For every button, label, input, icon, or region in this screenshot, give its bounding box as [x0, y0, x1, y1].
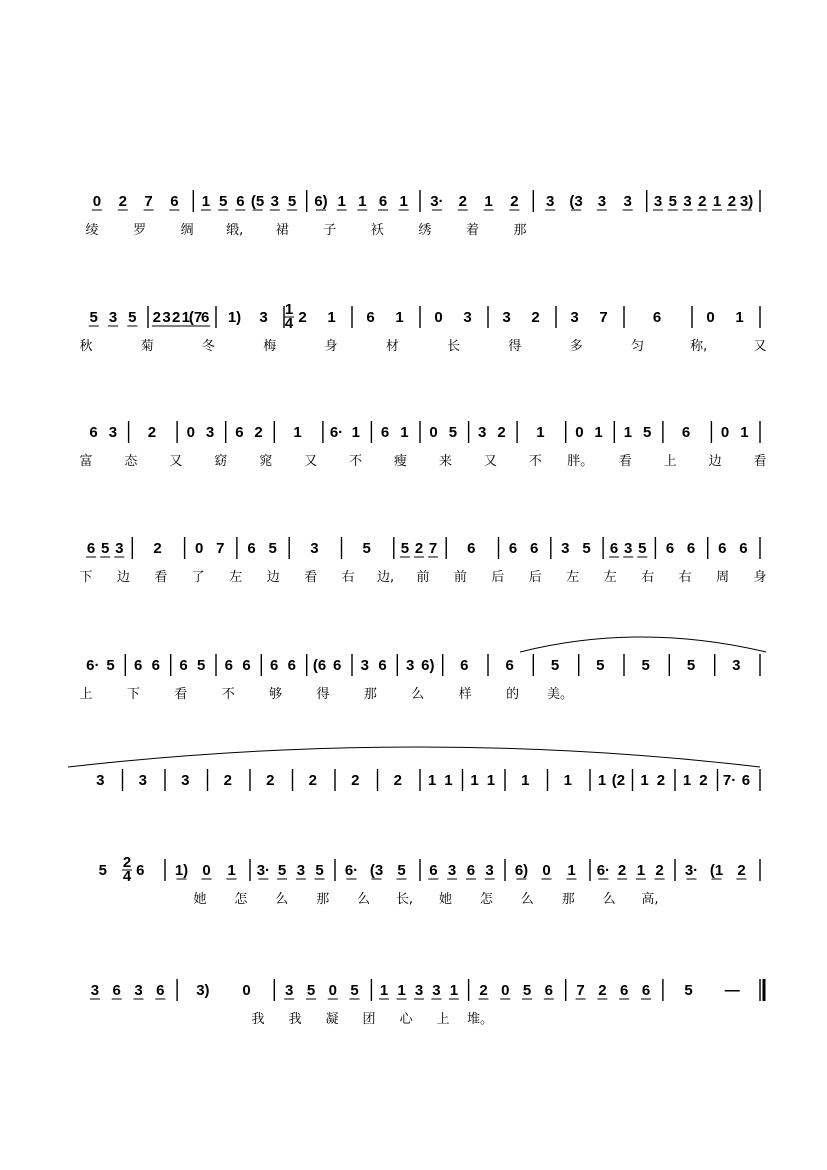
note: 6)	[314, 193, 328, 210]
note: 0	[429, 424, 438, 441]
note: 6	[620, 982, 629, 999]
lyric-syllable: 得	[316, 687, 330, 702]
note: 5	[219, 193, 228, 210]
note: 5	[641, 657, 650, 674]
note: 3	[115, 540, 124, 557]
lyric-syllable: 缎,	[226, 223, 244, 238]
note: 3	[205, 424, 215, 441]
lyric-syllable: 上	[663, 454, 677, 469]
note: 5	[550, 657, 560, 674]
note: 6	[270, 657, 279, 674]
note: 1	[521, 772, 530, 789]
lyric-syllable: 梅	[263, 339, 277, 354]
lyric-syllable: 窕	[259, 454, 273, 469]
lyric-syllable: 我	[288, 1012, 302, 1027]
note: 5	[582, 540, 591, 557]
note: 3	[732, 657, 741, 674]
note: 1	[623, 424, 633, 441]
note: 2	[147, 424, 157, 441]
lyric-syllable: 富	[79, 454, 93, 469]
note: 3	[561, 540, 570, 557]
note: 1	[358, 193, 367, 210]
note: 2	[118, 193, 127, 210]
lyric-syllable: 长	[447, 339, 461, 354]
lyric-syllable: 我	[251, 1012, 265, 1027]
note: 3	[162, 309, 171, 326]
note: 2	[458, 193, 467, 210]
note: 1	[484, 193, 493, 210]
lyric-syllable: 看	[154, 570, 168, 585]
note: 7	[576, 982, 585, 999]
lyric-syllable: 右	[641, 570, 655, 585]
note: (2	[611, 772, 626, 789]
lyric-syllable: 左	[566, 570, 580, 585]
note: 1	[351, 424, 360, 441]
note: 3	[570, 309, 579, 326]
lyric-syllable: 左	[229, 570, 243, 585]
note: 6	[652, 309, 662, 326]
note: 3·	[430, 193, 444, 210]
note: 5	[98, 862, 107, 879]
note: 1	[594, 424, 603, 441]
note: 5	[350, 982, 359, 999]
note: 1	[397, 982, 406, 999]
note: 6	[86, 540, 96, 557]
note: 0	[706, 309, 715, 326]
lyric-syllable: 了	[191, 570, 205, 585]
note: 6	[366, 309, 375, 326]
note: 6	[224, 657, 233, 674]
lyric-syllable: 团	[362, 1012, 376, 1027]
note: 6	[665, 540, 675, 557]
lyric-syllable: 看	[174, 687, 188, 702]
note: 2	[266, 772, 275, 789]
note: 6)	[421, 657, 435, 674]
note: 6	[89, 424, 98, 441]
note: 1	[181, 309, 190, 326]
note: 3	[485, 862, 494, 879]
lyric-syllable: 么	[520, 892, 534, 907]
lyric-syllable: 身	[324, 339, 338, 354]
note: 2	[254, 424, 263, 441]
note: 1	[470, 772, 479, 789]
note: 0	[720, 424, 730, 441]
note: 6	[333, 657, 342, 674]
note: 6·	[86, 657, 100, 674]
note: 1	[740, 424, 749, 441]
phrase-slur	[520, 637, 766, 652]
lyric-syllable: 边	[266, 570, 280, 585]
lyric-syllable: 称,	[690, 339, 708, 354]
note: 0	[501, 982, 510, 999]
note: 0	[186, 424, 195, 441]
note: 6·	[596, 862, 611, 879]
note: 6	[460, 657, 469, 674]
note: 0	[575, 424, 584, 441]
note: 0	[542, 862, 551, 879]
note: 1	[597, 772, 607, 789]
note: 3	[138, 772, 147, 789]
note: 5	[106, 657, 115, 674]
note: 7	[144, 193, 153, 210]
note: 2	[737, 862, 746, 879]
note: 2	[699, 772, 708, 789]
note: 3	[447, 862, 457, 879]
note: 2	[727, 193, 737, 210]
note: 6	[718, 540, 727, 557]
note: 6	[136, 862, 145, 879]
note: 5	[197, 657, 206, 674]
note: 1	[227, 862, 236, 879]
lyric-syllable: 右	[341, 570, 355, 585]
lyric-syllable: 边	[116, 570, 130, 585]
note: 6	[380, 424, 390, 441]
note: 1	[536, 424, 545, 441]
note: 1	[712, 193, 722, 210]
lyric-syllable: 不	[221, 687, 235, 702]
note: 2	[172, 309, 181, 326]
note: 2	[510, 193, 519, 210]
lyric-syllable: 裙	[275, 223, 289, 238]
note: 5	[128, 309, 137, 326]
lyric-syllable: 上	[436, 1012, 450, 1027]
lyric-syllable: 看	[753, 454, 767, 469]
note: 1	[486, 772, 496, 789]
lyric-syllable: 怎	[479, 892, 493, 907]
note: 6	[378, 193, 388, 210]
note: 3	[478, 424, 487, 441]
lyric-syllable: 不	[528, 454, 542, 469]
lyric-syllable: 态	[124, 454, 138, 469]
note: 1)	[227, 309, 242, 326]
note: 3	[463, 309, 472, 326]
note: 6	[739, 540, 748, 557]
note: 5	[277, 862, 287, 879]
note: 6	[170, 193, 179, 210]
lyric-syllable: 下	[126, 687, 140, 702]
note: (7	[188, 309, 203, 326]
lyric-syllable: 看	[618, 454, 632, 469]
note: 3·	[256, 862, 271, 879]
lyric-syllable: 绫	[85, 223, 99, 238]
lyric-syllable: 绸	[180, 223, 194, 238]
note: (5	[250, 193, 265, 210]
note: 5	[686, 657, 696, 674]
lyric-syllable: 么	[411, 687, 425, 702]
note: 1	[735, 309, 744, 326]
note: 6	[467, 540, 476, 557]
lyric-syllable: 多	[569, 339, 583, 354]
note: (3	[569, 193, 583, 210]
lyric-syllable: 后	[528, 570, 542, 585]
lyric-syllable: 样	[458, 687, 472, 702]
note: 3	[108, 309, 118, 326]
time-signature-numerator: 2	[122, 854, 132, 871]
lyric-syllable: 前	[416, 570, 430, 585]
lyric-syllable: 那	[363, 687, 377, 702]
note: 0	[242, 982, 251, 999]
lyric-syllable: 匀	[630, 339, 645, 354]
time-signature-numerator: 1	[284, 301, 294, 318]
note: 6)	[514, 862, 529, 879]
note: 6	[641, 982, 651, 999]
note: 6	[287, 657, 296, 674]
lyric-syllable: 子	[323, 223, 337, 238]
note: 7	[216, 540, 225, 557]
note: 1	[399, 193, 408, 210]
note: 6	[429, 862, 438, 879]
note: 5	[522, 982, 532, 999]
lyric-syllable: 高,	[641, 892, 659, 907]
note: 2	[308, 772, 317, 789]
note: 6	[242, 657, 251, 674]
note: 3	[406, 657, 415, 674]
note: 1	[449, 982, 459, 999]
note: 5	[596, 657, 605, 674]
note: 3	[310, 540, 319, 557]
note: 6	[201, 309, 210, 326]
note: 6	[378, 657, 387, 674]
note: 6	[530, 540, 539, 557]
note: 1	[636, 862, 646, 879]
lyric-syllable: 上	[79, 687, 93, 702]
lyric-syllable: 绣	[418, 223, 432, 238]
note: 3	[624, 540, 633, 557]
note: 3	[108, 424, 118, 441]
lyric-syllable: 么	[275, 892, 289, 907]
lyric-syllable: 够	[269, 687, 283, 702]
note: 6·	[329, 424, 344, 441]
lyric-syllable: 冬	[201, 339, 216, 354]
note: 5	[362, 540, 371, 557]
note: 3	[623, 193, 632, 210]
note: 5	[668, 193, 677, 210]
lyric-syllable: 袄	[370, 223, 384, 238]
note: 7	[428, 540, 438, 557]
lyric-syllable: 凝	[325, 1012, 339, 1027]
note: 5	[315, 862, 324, 879]
lyric-syllable: 堆。	[466, 1012, 494, 1027]
lyric-syllable: 的	[506, 687, 520, 702]
note: 1	[293, 424, 302, 441]
note: 2	[298, 309, 307, 326]
note: 1	[379, 982, 389, 999]
note: —	[724, 982, 740, 999]
note: 0	[195, 540, 204, 557]
note: 6	[686, 540, 696, 557]
note: 1	[327, 309, 336, 326]
lyric-syllable: 长,	[395, 892, 414, 907]
note: 6	[134, 657, 143, 674]
note: 7·	[722, 772, 737, 789]
note: 5	[638, 540, 647, 557]
note: 3	[259, 309, 268, 326]
note: 2	[152, 309, 161, 326]
lyric-syllable: 边	[708, 454, 722, 469]
lyric-syllable: 又	[169, 454, 183, 469]
note: 2	[655, 862, 664, 879]
note: 5	[400, 540, 410, 557]
note: 3	[414, 982, 424, 999]
lyric-syllable: 怎	[234, 892, 248, 907]
note: 3	[96, 772, 105, 789]
note: 1	[427, 772, 437, 789]
note: 1	[201, 193, 211, 210]
note: 6	[112, 982, 121, 999]
note: 5	[397, 862, 406, 879]
lyric-syllable: 后	[491, 570, 505, 585]
note: 2	[598, 982, 607, 999]
lyric-syllable: 那	[561, 892, 575, 907]
lyric-syllable: 么	[357, 892, 371, 907]
lyric-syllable: 着	[465, 223, 479, 238]
lyric-syllable: 窈	[214, 454, 228, 469]
note: 3	[270, 193, 279, 210]
note: 5	[643, 424, 652, 441]
lyric-syllable: 右	[678, 570, 692, 585]
note: 5	[89, 309, 98, 326]
lyric-syllable: 来	[438, 454, 453, 469]
note: 2	[656, 772, 666, 789]
lyric-syllable: 身	[753, 570, 767, 585]
lyric-syllable: 又	[753, 339, 767, 354]
note: 3	[134, 982, 143, 999]
note: 6	[236, 193, 245, 210]
lyric-syllable: 那	[513, 223, 527, 238]
note: 5	[101, 540, 110, 557]
note: 6	[609, 540, 619, 557]
lyric-syllable: 边,	[377, 570, 395, 585]
lyric-syllable: 美。	[546, 687, 574, 702]
note: 3	[285, 982, 294, 999]
note: 6	[235, 424, 244, 441]
note: 0	[328, 982, 337, 999]
note: 3	[653, 193, 663, 210]
note: 6	[466, 862, 476, 879]
note: 6	[544, 982, 553, 999]
note: 6	[247, 540, 256, 557]
phrase-slur	[68, 747, 760, 767]
note: (6	[312, 657, 327, 674]
note: 3	[597, 193, 607, 210]
note: 6	[505, 657, 514, 674]
lyric-syllable: 瘦	[393, 454, 408, 469]
note: 2	[531, 309, 540, 326]
note: 3)	[196, 982, 210, 999]
note: 1	[444, 772, 453, 789]
note: 5	[268, 540, 277, 557]
note: 1	[395, 309, 404, 326]
note: 0	[92, 193, 102, 210]
note: 0	[434, 309, 443, 326]
lyric-syllable: 心	[399, 1012, 413, 1027]
lyric-syllable: 秋	[79, 339, 93, 354]
lyric-syllable: 那	[316, 892, 330, 907]
lyric-syllable: 么	[602, 892, 616, 907]
note: 3·	[684, 862, 699, 879]
note: 6	[681, 424, 691, 441]
note: 1	[337, 193, 346, 210]
note: 3	[546, 193, 555, 210]
note: 1	[682, 772, 692, 789]
lyric-syllable: 看	[304, 570, 318, 585]
lyric-syllable: 又	[304, 454, 318, 469]
note: 6	[508, 540, 518, 557]
note: 6	[151, 657, 160, 674]
lyric-syllable: 材	[385, 339, 399, 354]
note: 2	[617, 862, 627, 879]
note: 2	[414, 540, 424, 557]
time-signature-denominator: 4	[284, 315, 294, 332]
note: 6	[179, 657, 188, 674]
note: 2	[497, 424, 506, 441]
note: 1	[640, 772, 649, 789]
note: 2	[698, 193, 707, 210]
lyric-syllable: 她	[193, 892, 207, 907]
note: 1	[567, 862, 576, 879]
note: 1)	[174, 862, 189, 879]
lyric-syllable: 周	[716, 570, 730, 585]
note: 2	[153, 540, 162, 557]
note: 2	[393, 772, 402, 789]
note: 1	[563, 772, 572, 789]
lyric-syllable: 罗	[133, 223, 147, 238]
lyric-syllable: 得	[508, 339, 522, 354]
lyric-syllable: 又	[483, 454, 497, 469]
note: 3	[296, 862, 306, 879]
note: 5	[448, 424, 458, 441]
note: 3	[360, 657, 369, 674]
note: 6·	[344, 862, 359, 879]
note: 6	[741, 772, 751, 789]
note: 3)	[739, 193, 754, 210]
lyric-syllable: 下	[79, 570, 93, 585]
note: (3	[369, 862, 384, 879]
note: 2	[223, 772, 232, 789]
note: 5	[306, 982, 316, 999]
lyric-syllable: 菊	[140, 339, 154, 354]
note: 3	[90, 982, 100, 999]
lyric-syllable: 前	[453, 570, 467, 585]
lyric-syllable: 不	[349, 454, 363, 469]
note: 3	[683, 193, 692, 210]
lyric-syllable: 左	[603, 570, 617, 585]
note: 3	[432, 982, 441, 999]
note: 1	[400, 424, 409, 441]
note: 6	[156, 982, 165, 999]
note: 5	[684, 982, 693, 999]
lyric-syllable: 她	[438, 892, 453, 907]
lyric-syllable: 胖。	[567, 454, 594, 469]
note: (1	[709, 862, 724, 879]
note: 0	[202, 862, 211, 879]
note: 2	[479, 982, 488, 999]
note: 3	[502, 309, 511, 326]
note: 5	[287, 193, 297, 210]
note: 3	[181, 772, 190, 789]
note: 7	[599, 309, 608, 326]
note: 2	[351, 772, 360, 789]
time-signature-denominator: 4	[122, 868, 132, 885]
